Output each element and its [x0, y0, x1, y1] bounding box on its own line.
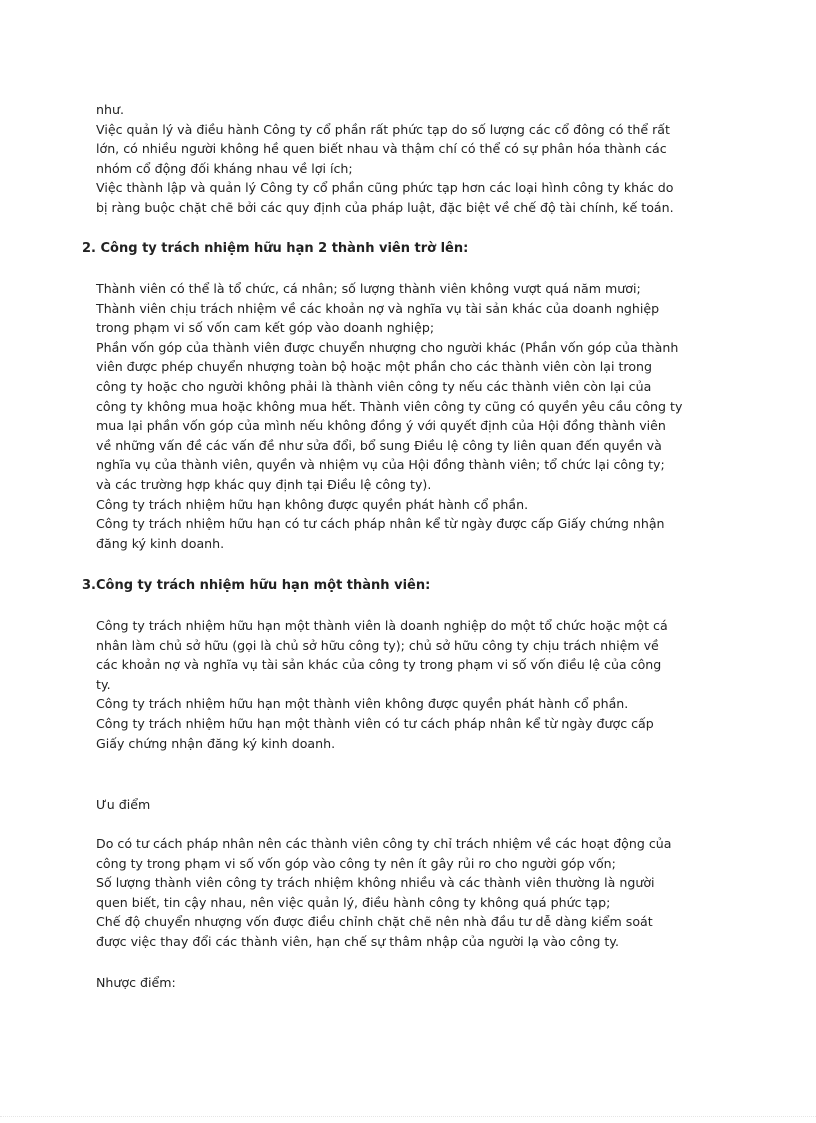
text-line: và các trường hợp khác quy định tại Điều lệ công ty). [96, 476, 432, 492]
text-line: đăng ký kinh doanh. [96, 535, 225, 551]
text-line: Việc quản lý và điều hành Công ty cổ phần rất phức tạp do số lượng các cổ đông có thể rất [96, 121, 670, 137]
section-3-heading: 3.Công ty trách nhiệm hữu hạn một thành viên: [82, 578, 431, 593]
text-line: công ty trong phạm vi số vốn góp vào công ty nên ít gây rủi ro cho người góp vốn; [96, 855, 616, 871]
text-line: Nhược điểm: [96, 975, 176, 990]
text-line: Số lượng thành viên công ty trách nhiệm không nhiều và các thành viên thường là người [96, 875, 655, 891]
text-line: Công ty trách nhiệm hữu hạn có tư cách pháp nhân kể từ ngày được cấp Giấy chứng nhận [96, 516, 665, 532]
section-2-body [96, 279, 682, 553]
text-line: Công ty trách nhiệm hữu hạn không được quyền phát hành cổ phần. [96, 496, 529, 512]
text-line: nhóm cổ động đối kháng nhau về lợi ích; [96, 160, 353, 176]
text-line: Do có tư cách pháp nhân nên các thành viên công ty chỉ trách nhiệm về các hoạt động của [96, 836, 672, 851]
text-line: Công ty trách nhiệm hữu hạn một thành viên có tư cách pháp nhân kể từ ngày được cấp [96, 715, 654, 731]
text-line: như. [96, 102, 124, 117]
text-line: Thành viên chịu trách nhiệm về các khoản nợ và nghĩa vụ tài sản khác của doanh nghiệp [96, 300, 660, 316]
text-line: Chế độ chuyển nhượng vốn được điều chỉnh chặt chẽ nên nhà đầu tư dễ dàng kiểm soát [96, 914, 653, 930]
text-line: Phần vốn góp của thành viên được chuyển nhượng cho người khác (Phần vốn góp của thành [96, 339, 679, 355]
advantages-label [96, 795, 150, 815]
intro-paragraph [96, 100, 674, 218]
text-line: mua lại phần vốn góp của mình nếu không đồng ý với quyết định của Hội đồng thành viên [96, 418, 666, 434]
advantages-body [96, 834, 672, 952]
text-line: được việc thay đổi các thành viên, hạn chế sự thâm nhập của người lạ vào công ty. [96, 933, 619, 949]
text-line: Ưu điểm [96, 797, 151, 812]
text-line: nghĩa vụ của thành viên, quyền và nhiệm vụ của Hội đồng thành viên; tổ chức lại công ty; [96, 457, 665, 473]
text-line: Công ty trách nhiệm hữu hạn một thành viên không được quyền phát hành cổ phần. [96, 696, 629, 712]
page-bottom-divider [0, 1116, 816, 1117]
text-line: bị ràng buộc chặt chẽ bởi các quy định của pháp luật, đặc biệt về chế độ tài chính, kế toán. [96, 199, 674, 215]
text-line: Công ty trách nhiệm hữu hạn một thành viên là doanh nghiệp do một tổ chức hoặc một cá [96, 618, 668, 633]
text-line: trong phạm vi số vốn cam kết góp vào doanh nghiệp; [96, 320, 435, 336]
disadvantages-label [96, 973, 176, 993]
text-line: Thành viên có thể là tổ chức, cá nhân; số lượng thành viên không vượt quá năm mươi; [96, 281, 641, 296]
text-line: Việc thành lập và quản lý Công ty cổ phần cũng phức tạp hơn các loại hình công ty khác do [96, 180, 674, 196]
section-2-heading: 2. Công ty trách nhiệm hữu hạn 2 thành viên trờ lên: [82, 241, 469, 256]
text-line: Giấy chứng nhận đăng ký kinh doanh. [96, 735, 336, 751]
text-line: nhân làm chủ sở hữu (gọi là chủ sở hữu công ty); chủ sở hữu công ty chịu trách nhiệm về [96, 637, 659, 653]
text-line: ty. [96, 676, 111, 692]
text-line: về những vấn đề các vấn đề như sửa đổi, bổ sung Điều lệ công ty liên quan đến quyền và [96, 437, 662, 453]
text-line: viên được phép chuyển nhượng toàn bộ hoặc một phần cho các thành viên còn lại trong [96, 359, 653, 375]
text-line: công ty hoặc cho người không phải là thành viên công ty nếu các thành viên còn lại của [96, 378, 652, 394]
text-line: lớn, có nhiều người không hề quen biết nhau và thậm chí có thể có sự phân hóa thành các [96, 141, 667, 157]
text-line: các khoản nợ và nghĩa vụ tài sản khác của công ty trong phạm vi số vốn điều lệ của công [96, 657, 662, 673]
section-3-body [96, 616, 668, 753]
text-line: công ty không mua hoặc không mua hết. Thành viên công ty cũng có quyền yêu cầu công ty [96, 398, 683, 414]
text-line: quen biết, tin cậy nhau, nên việc quản lý, điều hành công ty không quá phức tạp; [96, 894, 611, 910]
